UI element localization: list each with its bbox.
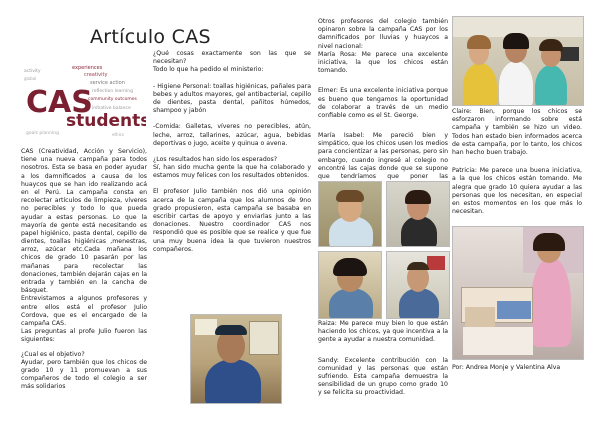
answer-3: Sí, han sido mucha gente la que ha colaborado y estamos muy felices con los resultados obtenidos. bbox=[153, 164, 311, 180]
photo-donations bbox=[452, 226, 584, 360]
question-2: ¿Qué cosas exactamente son las que se necesitan? bbox=[153, 50, 311, 66]
photo-teacher-4 bbox=[386, 251, 450, 319]
cas-logo-sub: students bbox=[66, 111, 146, 131]
quote-sandy: Sandy: Excelente contribución con la comunidad y las personas que están sufriendo. Esta campaña demuestra la sensibilidad de un grupo como grado 10 y se felicita su proactividad. bbox=[318, 356, 448, 397]
intro-paragraph: CAS (Creatividad, Acción y Servicio), tiene una nueva campaña para todos nosotros. Esta se basa en poder ayudar a los damnificados a causa de los huaycos que se han ido realizando acá en el Perú. La campaña consta en recolectar artículos de limpieza, víveres no perecibles y todo lo que pueda ayudar a estas personas. Lo que la mayoría de gente está necesitando es papel higiénico, pasta dental, cepillo de dientes, toallas higiénicas ,menestras, arroz, azúcar etc.Cada mañana los chicos de grado 10 pasarán por las mañanas para recolectar las donaciones, también dejarán cajas en la entrada y también en la cancha de básquet. bbox=[21, 148, 147, 295]
cas-logo-main: CAS bbox=[26, 85, 93, 120]
answer-2: Todo lo que ha pedido el ministerio: bbox=[153, 66, 264, 74]
svg-text:goals planning: goals planning bbox=[26, 131, 59, 136]
authors-block bbox=[452, 364, 582, 372]
answer-1: Ayudar, pero también que los chicos de grado 10 y 11 promuevan a sus compañeros de todo el colegio a ser más solidarios bbox=[21, 358, 147, 391]
photo-teacher-3 bbox=[318, 251, 382, 319]
svg-text:activity: activity bbox=[24, 69, 41, 74]
column-3-bottom bbox=[318, 320, 448, 398]
svg-text:ethics: ethics bbox=[112, 132, 124, 137]
cas-logo-graphic bbox=[22, 60, 146, 140]
cas-logo bbox=[22, 60, 146, 140]
column-4 bbox=[452, 108, 582, 216]
svg-text:community outcomes: community outcomes bbox=[88, 97, 137, 102]
quote-elmer: Elmer: Es una excelente iniciativa porque es bueno que tengamos la oportunidad de colaborar a través de un medio confiable como es el St. George. bbox=[318, 87, 448, 119]
quote-maria-rosa: María Rosa: Me parece una excelente iniciativa, la que los chicos están tomando. bbox=[318, 50, 448, 75]
photo-teacher-2 bbox=[386, 181, 450, 247]
svg-text:initiative balance: initiative balance bbox=[92, 106, 131, 111]
teachers-intro: Otros profesores del colegio también opinaron sobre la campaña CAS por los damnificados por lluvias y huaycos a nivel nacional: bbox=[318, 18, 448, 50]
questions-intro: Las preguntas al profe Julio fueron las siguientes: bbox=[21, 328, 147, 344]
svg-text:service action: service action bbox=[90, 80, 125, 86]
list-food: -Comida: Galletas, víveres no perecibles, atún, leche, arroz, tallarines, azúcar, agua, bebidas deportivas o jugo, aceite y quinua o avena. bbox=[153, 123, 311, 147]
svg-text:global: global bbox=[24, 76, 37, 81]
photo-three-teachers bbox=[452, 16, 584, 106]
column-3 bbox=[318, 18, 448, 189]
svg-text:experiences: experiences bbox=[72, 65, 103, 71]
photo-teacher-1 bbox=[318, 181, 382, 247]
column-1 bbox=[21, 148, 147, 391]
svg-text:creativity: creativity bbox=[84, 72, 108, 78]
quote-claire: Claire: Bien, porque los chicos se esforzaron informando sobre está campaña y también se hizo un video. Todos han estado bien informados acerca de esta campaña, por lo tanto, los chicos han hecho buen trabajo. bbox=[452, 108, 582, 156]
quote-maria-isabel: María Isabel: Me pareció bien y simpático, que los chicos usen los medios para concientizar a las personas, pero sin embargo, cuando ingresé al colegio no encontré las cajas donde que se supone que tendríamos que poner las bbox=[318, 132, 448, 180]
article-title: Artículo CAS bbox=[90, 25, 211, 48]
interview-paragraph: Entrevistamos a algunos profesores y entre ellos está el profesor Julio Cordova, que es el encargado de la campaña CAS. bbox=[21, 295, 147, 327]
column-2 bbox=[153, 50, 311, 254]
svg-text:reflection learning: reflection learning bbox=[92, 89, 134, 94]
authors-credit: Por: Andrea Monje y Valentina Alva bbox=[452, 364, 561, 371]
photo-julio bbox=[190, 314, 282, 404]
julio-paragraph: El profesor Julio también nos dió una opinión acerca de la campaña que los alumnos de 9no grado propusieron, esta campaña se basaba en escribir cartas de apoyo y enviarlas junto a las donaciones. Nuestro coordinador CAS nos respondió que es posible que se realice y que fue una muy buena idea la que tuvieron nuestros compañeros. bbox=[153, 188, 311, 253]
question-3: ¿Los resultados han sido los esperados? bbox=[153, 155, 278, 163]
quote-patricia: Patricia: Me parece una buena iniciativa, a la que los chicos están tomando. Me alegra que grado 10 quiera ayudar a las personas que los necesitan, en especial en estos momentos en los que más lo necesitan. bbox=[452, 167, 582, 216]
question-1: ¿Cual es el objetivo? bbox=[21, 350, 85, 358]
list-hygiene: - Higiene Personal: toallas higiénicas, pañales para bebes y adultos mayores, gel antibacterial, cepillo de dientes, pasta dental, pañitos húmedos, shampoo y jabón bbox=[153, 82, 311, 115]
quote-raiza: Raiza: Me parece muy bien lo que están haciendo los chicos, ya que incentiva a la gente a ayudar a nuestra comunidad. bbox=[318, 320, 448, 344]
